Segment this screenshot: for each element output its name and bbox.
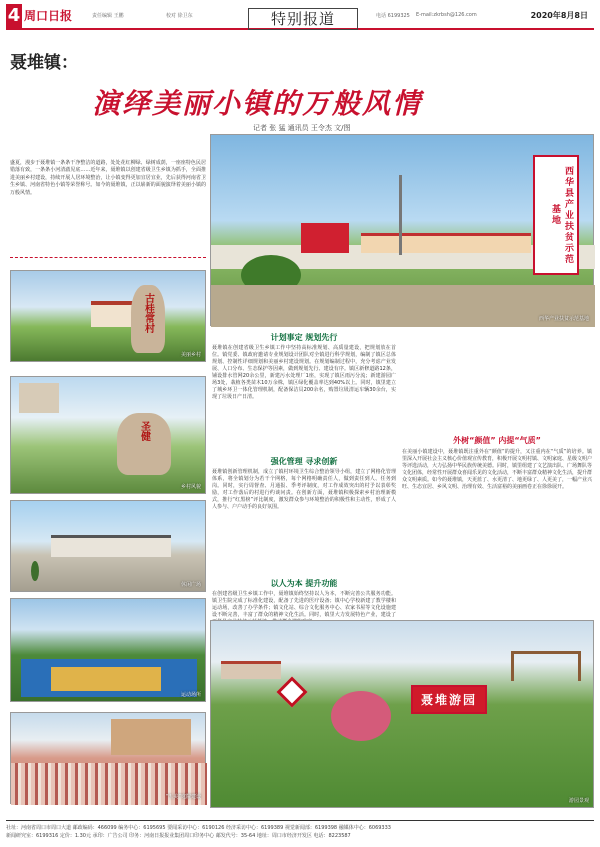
- section-body-1: 聂堆镇在创建省级卫生乡镇工作中坚持高标准规划、高质量建设，把规划放在首位。镇党委、镇政府邀请专业规划设计团队对全镇进行科学规划，编制了镇区总体规划、控制性详细规划和美丽乡村建设规划。在规划编制过程中，充分考虑产业发展、人口分布、生态保护等因素，做到规划先行、建设有序。镇区新修道路12条，铺设排水管网20余公里，新建污水处理厂1座，实现了镇区雨污分流；新建游园广场3处，栽植各类苗木10万余株，镇区绿化覆盖率达到40%以上。同时，镇里建立了城乡环卫一体化管理机制，配备保洁员200余名，购置垃圾清运车辆30余台，实现了垃圾日产日清。: [212, 345, 396, 400]
- photo-square: [10, 500, 206, 592]
- section-body-3: 在创建省级卫生乡镇工作中，聂堆镇始终坚持以人为本，不断完善公共服务功能。镇卫生院完成了标准化建设，配备了先进的医疗设备；镇中心学校新建了教学楼和运动场，改善了办学条件；镇文化站、综合文化服务中心、农家书屋等文化设施建设不断完善，丰富了群众的精神文化生活。同时，镇里大力发展特色产业，建设了: [212, 591, 396, 618]
- section-body-4: 在美丽小镇建设中，聂堆镇既注重外在“颜值”的提升，又注重内在“气质”的培养。镇里深入开展社会主义核心价值观宣传教育，积极开展文明村镇、文明家庭、星级文明户等评选活动，大力弘扬中华民族传统美德。同时，镇里组建了文艺演出队、广场舞队等文化团体，经常性开展群众喜闻乐见的文化活动，不断丰富群众精神文化生活，提升群众文明素质。如今的聂堆镇，天更蓝了、水更清了、地更绿了、人更美了，一幅产业兴旺、生态宜居、乡风文明、治理有效、生活富裕的美丽画卷正在徐徐展开。: [402, 449, 593, 490]
- caption-5: “五美”庭院建设: [165, 794, 201, 800]
- masthead: [6, 4, 594, 30]
- memorial-stone: 圣健: [117, 413, 171, 475]
- photo-garden: [210, 620, 594, 808]
- article-headline: 演绎美丽小镇的万般风情: [92, 87, 423, 120]
- page-number: 4: [7, 5, 21, 26]
- garden-sign: 聂堆游园: [411, 685, 487, 714]
- photo-crowd: [10, 712, 206, 804]
- footer-line-2: 新闻研究室：6199316 定价：1.30元 承印：广告公司 印务：河南日报报业集团周口印务中心 邮发代号：35-64 地址：周口市经济开发区 电话：8223587: [6, 833, 351, 839]
- section-title: 特别报道: [248, 8, 358, 30]
- section-heading-2: 强化管理 寻求创新: [270, 457, 338, 466]
- phone: 电话 6199325: [376, 13, 410, 19]
- village-stone: 古桂常村: [131, 285, 165, 353]
- section-body-2: 聂堆镇创新管理机制，成立了镇村环境卫生综合整治领导小组，建立了网格化管理体系，将全镇划分为若干个网格，每个网格明确责任人，做到责任到人、任务到岗。同时，实行周督查、月通报、季考评制度，对工作成效突出的村予以表彰奖励，对工作落后的村进行约谈问责。在创新方面，聂堆镇积极探索乡村治理新模式，推行“红黑榜”评比制度，激发群众参与环境整治的积极性和主动性，形成了人人参与、户户动手的良好氛围。: [212, 469, 396, 510]
- hero-caption: 西华产业扶贫示范基地: [538, 316, 589, 322]
- footer-line-1: 社址：河南省周口市周口大道 邮政编码：466099 编务中心：6195695 要闻采访中心：6190126 经济采访中心：6199389 视觉新闻部：6199398 融媒体中心：6069333: [6, 825, 391, 831]
- caption-2: 乡村风貌: [180, 484, 201, 490]
- article-byline: 记者 张 猛 通讯员 王令杰 文/图: [253, 124, 351, 132]
- poverty-base-sign: 西华县产业扶贫示范基地: [533, 155, 579, 275]
- article-kicker: 聂堆镇：: [10, 53, 78, 73]
- section-heading-1: 计划事定 规划先行: [270, 333, 338, 342]
- email: E-mail:zkrbsh@126.com: [416, 12, 477, 18]
- caption-6: 游园景观: [568, 798, 589, 804]
- photo-stone: [10, 376, 206, 494]
- caption-4: 运动场所: [180, 692, 201, 698]
- editor-info: 责任编辑 王鹏: [92, 13, 124, 19]
- caption-1: 美丽乡村: [180, 352, 201, 358]
- hero-photo: [210, 134, 594, 326]
- lead-paragraph: 盛夏，漫步于聂堆镇一条条干净整洁的道路，处处花红柳绿、绿树成荫，一座座特色民居错落有致，一条条小河清澈见底……近年来，聂堆镇以创建省级卫生乡镇为抓手，全面推进美丽乡村建设，持续开展人居环境整治，让小镇变得更加宜居宜业，先后获得河南省卫生乡镇、河南省特色小镇等荣誉称号。如今的聂堆镇，正以崭新的面貌演绎着美丽小镇的万般风情。: [10, 160, 206, 196]
- section-heading-4: 外树“颜值” 内提“气质”: [453, 436, 541, 445]
- caption-3: 休闲广场: [180, 582, 201, 588]
- proof-info: 校对 徐卫东: [166, 13, 193, 19]
- photo-court: [10, 598, 206, 702]
- footer: [6, 820, 594, 840]
- divider: [10, 257, 206, 258]
- photo-village: [10, 270, 206, 362]
- date: 2020年8月8日: [530, 11, 588, 20]
- section-heading-3: 以人为本 提升功能: [270, 579, 338, 588]
- paper-name: 周口日报: [24, 9, 73, 23]
